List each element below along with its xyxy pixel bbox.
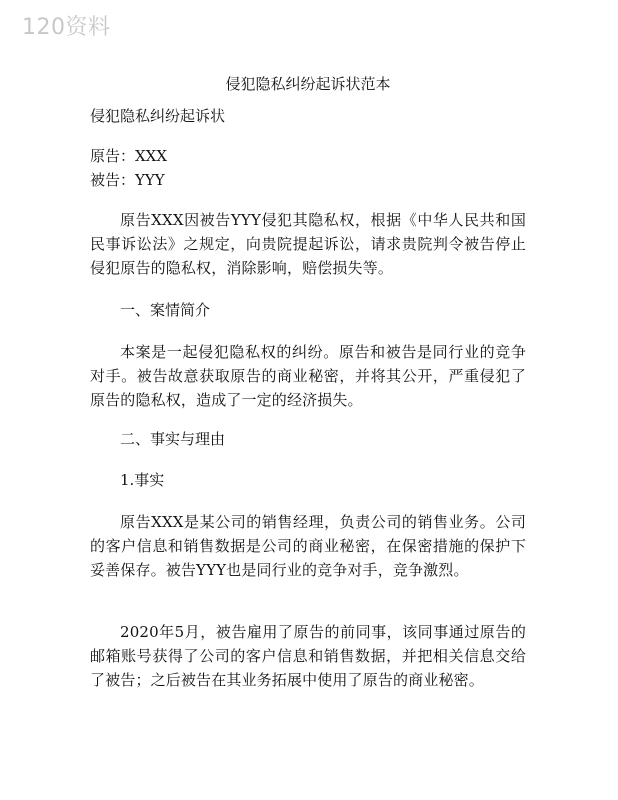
section1-paragraph: 本案是一起侵犯隐私权的纠纷。原告和被告是同行业的竞争对手。被告故意获取原告的商业秘密，并将其公开，严重侵犯了原告的隐私权，造成了一定的经济损失。: [90, 343, 526, 409]
watermark: 120资料: [22, 15, 111, 40]
defendant-line: 被告：YYY: [90, 171, 165, 189]
plaintiff-line: 原告：XXX: [90, 147, 168, 165]
section1-heading: 一、案情简介: [120, 301, 211, 319]
document-title: 侵犯隐私纠纷起诉状范本: [225, 75, 391, 93]
fact-paragraph-2: 2020年5月，被告雇用了原告的前同事，该同事通过原告的邮箱账号获得了公司的客户信息和销售数据，并把相关信息交给了被告；之后被告在其业务拓展中使用了原告的商业秘密。: [90, 623, 526, 689]
fact-paragraph-1: 原告XXX是某公司的销售经理，负责公司的销售业务。公司的客户信息和销售数据是公司的商业秘密，在保密措施的保护下妥善保存。被告YYY也是同行业的竞争对手，竞争激烈。: [90, 513, 526, 579]
intro-paragraph: 原告XXX因被告YYY侵犯其隐私权，根据《中华人民共和国民事诉讼法》之规定，向贵院提起诉讼，请求贵院判令被告停止侵犯原告的隐私权，消除影响，赔偿损失等。: [90, 211, 526, 277]
subsection-heading: 1.事实: [120, 471, 165, 489]
document-subtitle: 侵犯隐私纠纷起诉状: [90, 107, 226, 125]
section2-heading: 二、事实与理由: [120, 430, 226, 448]
